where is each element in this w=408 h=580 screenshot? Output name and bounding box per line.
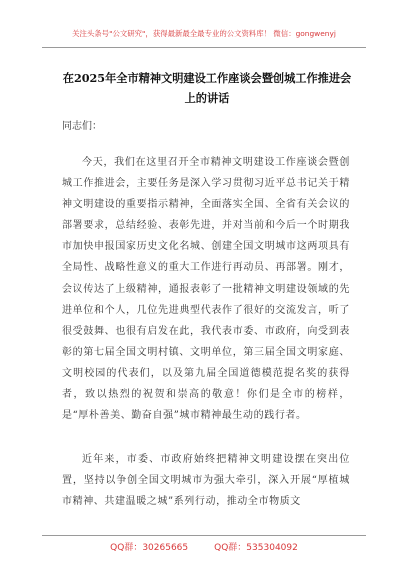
title-line-1: 在2025年全市精神文明建设工作座谈会暨创城工作推进会: [62, 71, 352, 85]
document-title: [52, 68, 362, 108]
footer: [0, 540, 408, 553]
body-paragraph-1: 今天，我们在这里召开全市精神文明建设工作座谈会暨创城工作推进会，主要任务是深入学习贯彻习近平总书记关于精神文明建设的重要指示精神，全面落实全国、全省有关会议的部署要求，总结经验、表彰先进，并对当前和今后一个时期我市加快申报国家历史文化名城、创建全国文明城市这两项具有全局性、战略性意义的重大工作进行再动员、再部署。刚才，会议传达了上级精神，通报表彰了一批精神文明建设领域的先进单位和个人，几位先进典型代表作了很好的交流发言，听了很受鼓舞、也很有启发在此，我代表市委、市政府，向受到表彰的第七届全国文明村镇、文明单位，第三届全国文明家庭、文明校园的代表们，以及第九届全国道德模范提名奖的获得者，致以热烈的祝贺和崇高的敬意！你们是全市的榜样，是“厚朴善美、勤奋自强”城市精神最生动的践行者。: [62, 157, 350, 422]
footer-qq-group-1: QQ群：30265665: [110, 543, 189, 553]
footer-qq-group-2: QQ群：535304092: [214, 543, 298, 553]
body-paragraph-2: 近年来，市委、市政府始终把精神文明建设摆在突出位置，坚持以争创全国文明城市为强大牵引，深入开展“厚植城市精神、共建温暖之城”系列行动，推动全市物质文: [62, 454, 350, 508]
header-banner: 关注头条号"公文研究"，获得最新最全最专业的公文资料库！ 微信：gongwenyj: [72, 29, 336, 38]
footer-divider: [42, 535, 366, 536]
salutation: 同志们：: [62, 121, 102, 132]
title-line-2: 上的讲话: [184, 91, 230, 105]
header-divider: [42, 47, 366, 48]
